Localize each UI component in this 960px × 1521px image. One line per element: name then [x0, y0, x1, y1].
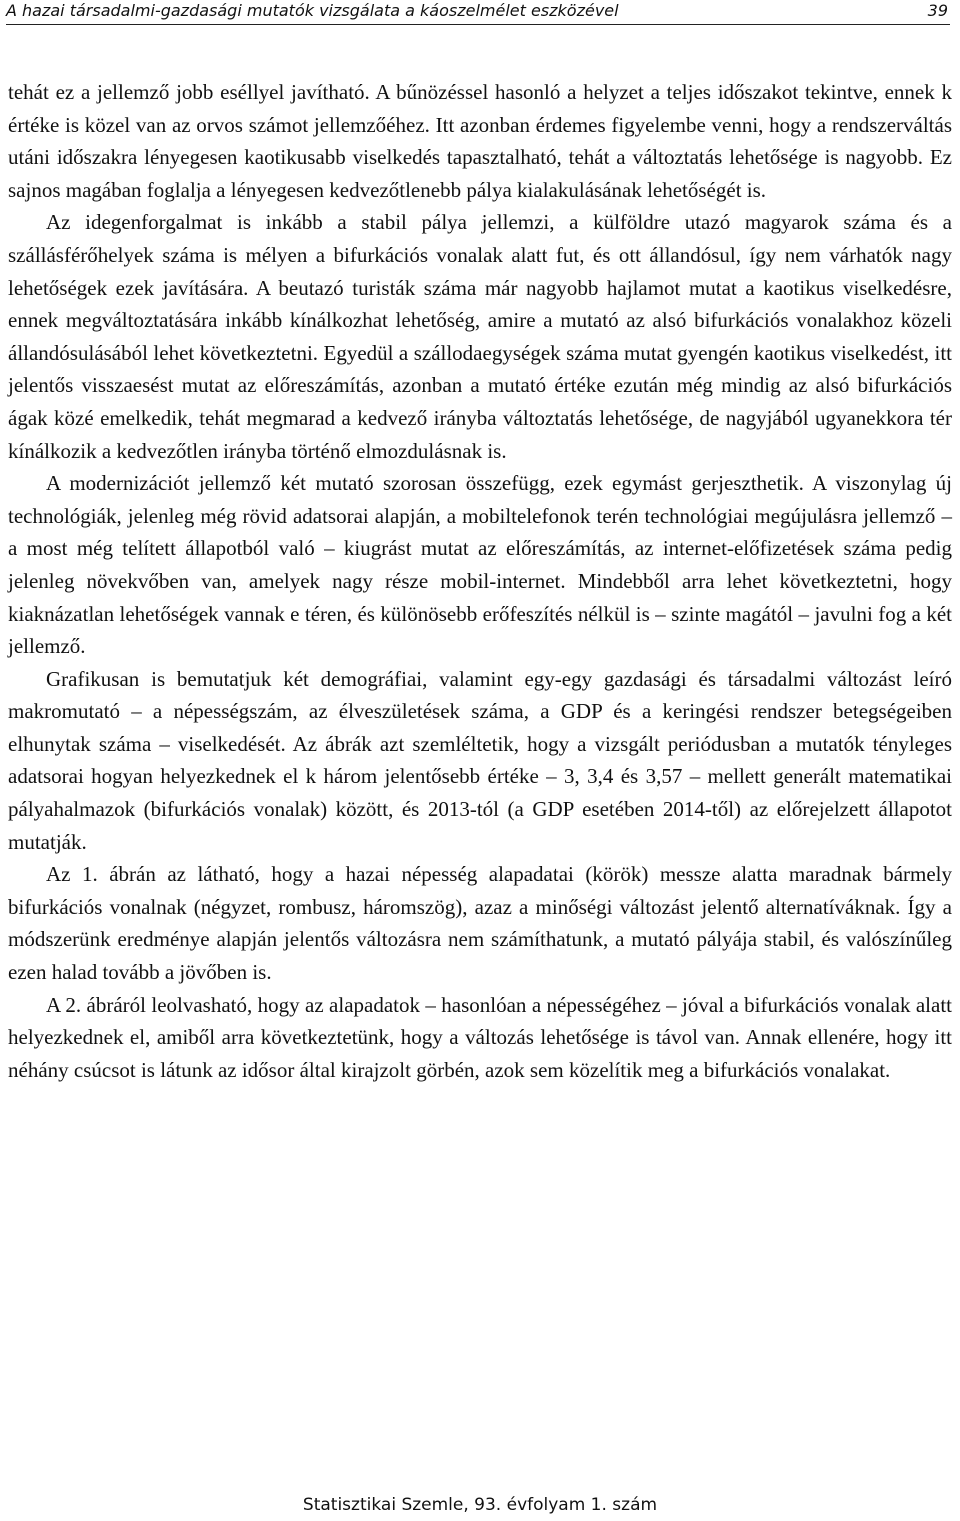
paragraph-5: Az 1. ábrán az látható, hogy a hazai népesség alapadatai (körök) messze alatta maradnak bármely bifurkációs vonalnak (négyzet, rombusz, háromszög), azaz a minőségi változást jelentő alternatíváknak. Így a módszerünk eredménye alapján jelentős változásra nem számíthatunk, a mutató pályája stabil, és valószínűleg ezen halad tovább a jövőben is.	[8, 862, 952, 985]
article-body	[8, 76, 952, 1086]
paragraph-4: Grafikusan is bemutatjuk két demográfiai, valamint egy-egy gazdasági és társadalmi változást leíró makromutató – a népességszám, az élveszületések száma, a GDP és a keringési rendszer betegségeiben elhunytak száma – viselkedését. Az ábrák azt szemléltetik, hogy a vizsgált periódusban a mutatók tényleges adatsorai hogyan helyezkednek el k három jelentősebb értéke – 3, 3,4 és 3,57 – mellett generált matematikai pályahalmazok (bifurkációs vonalak) között, és 2013-tól (a GDP esetében 2014-től) az előrejelzett állapotot mutatják.	[8, 666, 952, 854]
paragraph-6: A 2. ábráról leolvasható, hogy az alapadatok – hasonlóan a népességéhez – jóval a bifurkációs vonalak alatt helyezkednek el, amiből arra következtetünk, hogy a változás lehetősége is távol van. Annak ellenére, hogy itt néhány csúcsot is látunk az idősor által kirajzolt görbén, azok sem közelítik meg a bifurkációs vonalakat.	[8, 992, 952, 1082]
journal-issue: Statisztikai Szemle, 93. évfolyam 1. szám	[302, 1495, 658, 1515]
page-number: 39	[927, 1, 948, 20]
paragraph-2: Az idegenforgalmat is inkább a stabil pálya jellemzi, a külföldre utazó magyarok száma és a szállásférőhelyek száma is mélyen a bifurkációs vonalak alatt fut, és ott állandósul, így nem várhatók nagy lehetőségek ezek javítására. A beutazó turisták száma már nagyobb hajlamot mutat a kaotikus viselkedésre, ennek megváltoztatására inkább kínálkozhat lehetőség, amire a mutató az alsó bifurkációs vonalakhoz közeli állandósulásából lehet következtetni. Egyedül a szállodaegységek száma mutat gyengén kaotikus viselkedést, itt jelentős visszaesést mutat az előreszámítás, azonban a mutató értéke ezután még mindig az alsó bifurkációs ágak közé emelkedik, tehát megmarad a kedvező irányba változtatás lehetősége, de nagyjából ugyanekkora tér kínálkozik a kedvezőtlen irányba történő elmozdulásnak is.	[8, 210, 952, 463]
running-header-title: A hazai társadalmi-gazdasági mutatók vizsgálata a káoszelmélet eszközével	[6, 1, 619, 20]
running-header	[6, 0, 950, 25]
running-footer	[0, 1494, 960, 1516]
paragraph-1: tehát ez a jellemző jobb eséllyel javítható. A bűnözéssel hasonló a helyzet a teljes időszakot tekintve, ennek k értéke is közel van az orvos számot jellemzőéhez. Itt azonban érdemes figyelembe venni, hogy a rendszerváltás utáni időszakra lényegesen kaotikusabb viselkedés tapasztalható, tehát a változtatás lehetősége is nagyobb. Ez sajnos magában foglalja a lényegesen kedvezőtlenebb pálya kialakulásának lehetőségét is.	[8, 80, 952, 202]
paragraph-3: A modernizációt jellemző két mutató szorosan összefügg, ezek egymást gerjeszthetik. A viszonylag új technológiák, jelenleg még rövid adatsorai alapján, a mobiltelefonok terén technológiai megújulásra jellemző – a most még telített állapotból való – kiugrást mutat az előreszámítás, az internet-előfizetések száma pedig jelenleg növekvőben van, amelyek nagy része mobil-internet. Mindebből arra lehet következtetni, hogy kiaknázatlan lehetőségek vannak e téren, és különösebb erőfeszítés nélkül is – szinte magától – javulni fog a két jellemző.	[8, 471, 952, 659]
